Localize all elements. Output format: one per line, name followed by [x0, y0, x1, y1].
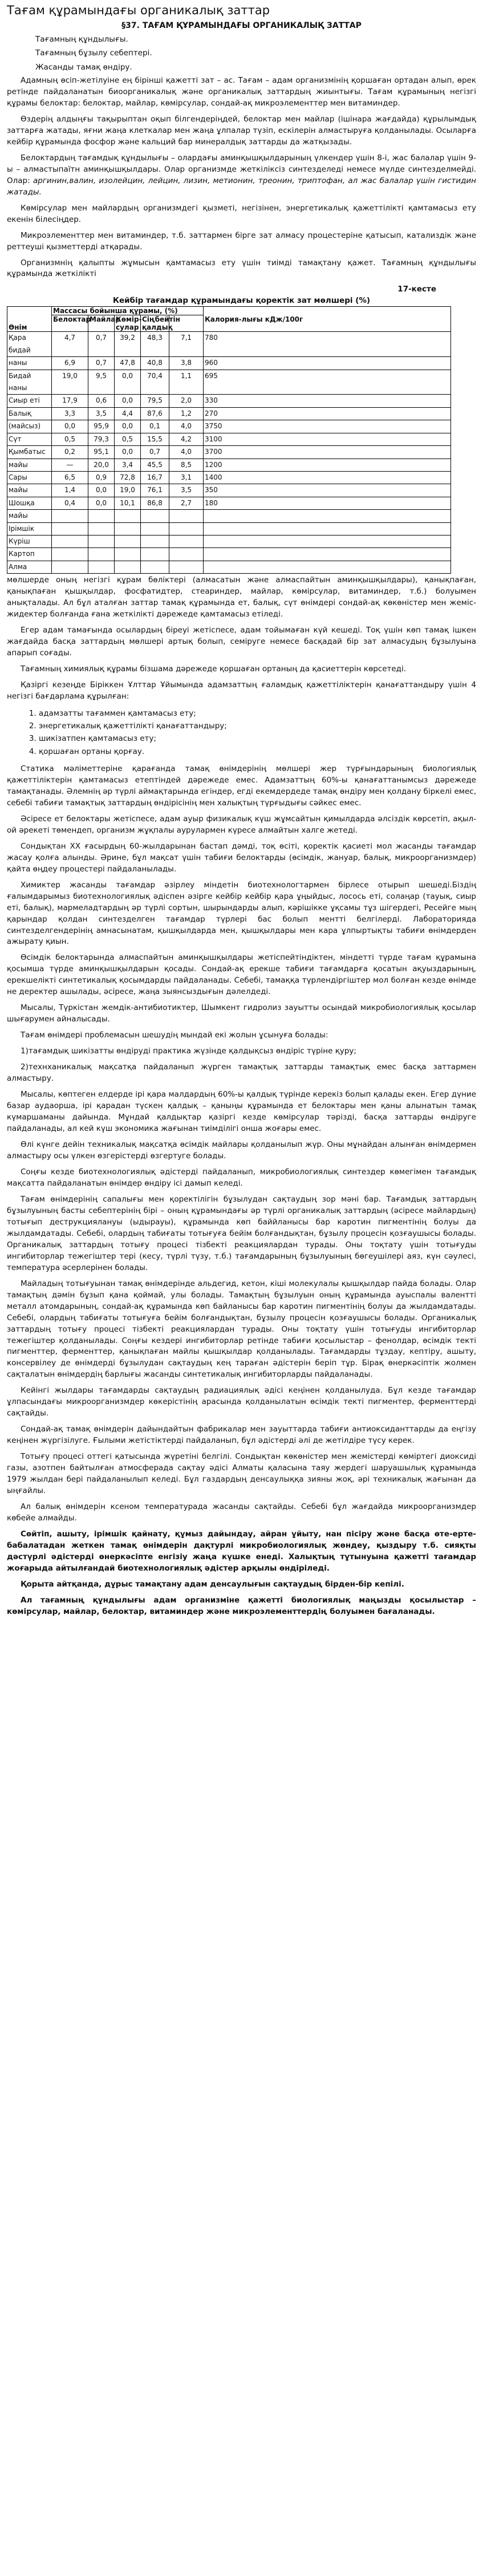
table-cell-value	[204, 522, 451, 535]
note-2: Тағамның бұзылу себептері.	[35, 48, 152, 58]
col-header-mass: Массасы бойынша құрамы, (%)	[52, 307, 204, 315]
note-1: Тағамның құндылығы.	[35, 35, 128, 44]
table-row	[7, 433, 451, 445]
table-row	[7, 548, 451, 561]
table-cell-value	[52, 561, 88, 573]
page-title: Тағам құрамындағы органикалық заттар	[7, 3, 270, 17]
table-cell-value: 3750	[204, 420, 451, 433]
table-cell-value: 0,6	[88, 395, 115, 407]
table-cell-value: 6,9	[52, 357, 88, 370]
table-cell-value: 3100	[204, 433, 451, 445]
table-cell-value: 72,8	[115, 471, 141, 484]
paragraph: Көмірсулар мен майлардың организмдегі қызметі, негізінен, энергетикалық қажеттілікті қамтамасыз ету екенін білесіңдер.	[7, 203, 476, 224]
table-cell-value: 3,4	[115, 459, 141, 471]
table-cell-value: 79,5	[141, 395, 169, 407]
paragraph: Мысалы, көптеген елдерде ірі қара малдардың 60%-ы қалдық түрінде керекіз болып қалады екен. Егер дүние базар аудаорша, ірі қарадан түскен қалдық – қаныңы құрамында ет белоктары мен қаны алынатын тамақ күмаршаманы дайында. Мұндай қалдықтар қазіргі кезде көмірсулар тәрізді, басқа заттарды өндіруге пайдаланады, ал кей күш экономика жағынан тиімділігі онша жоғары емес.	[7, 1090, 476, 1134]
paragraph: Мысалы, Түркістан жемдік-антибиотиктер, Шымкент гидролиз зауытты осындай микробиологиялық қосылар шығарумен айналысады.	[7, 1003, 476, 1024]
list-item: 3. шикізатпен қамтамасыз ету;	[39, 732, 476, 745]
table-cell-value	[115, 535, 141, 547]
table-caption: Кейбір тағамдар құрамындағы қоректік зат мөлшері (%)	[112, 296, 371, 306]
table-row	[7, 484, 451, 497]
table-cell-value: 3,5	[88, 407, 115, 420]
table-cell-value: 0,2	[52, 446, 88, 459]
table-row	[7, 497, 451, 509]
table-cell-value	[52, 535, 88, 547]
table-row	[7, 332, 451, 357]
table-cell-value	[115, 510, 141, 522]
list-item: 2. энергетикалық қажеттілікті қанағаттандыру;	[39, 720, 476, 732]
table-cell-product: (майсыз)	[7, 420, 52, 433]
table-cell-value: 695	[204, 370, 451, 395]
table-cell-value: 87,6	[141, 407, 169, 420]
table-body	[7, 332, 451, 574]
table-cell-value: 9,5	[88, 370, 115, 395]
goals-list	[7, 707, 476, 758]
table-cell-value: 1400	[204, 471, 451, 484]
paragraph: Адамның өсіп-жетілуіне ең бірінші қажетті зат – ас. Тағам – адам организмінің қоршаған ортадан алып, өрек ретінде пайдаланатын биоорганикалық және органикалық заттардың жиынтығы. Тағам құрамының негізгі құрамы белоктар: белоктар, майлар, көмірсулар, сондай-ақ микроэлементтер мен витаминдер.	[7, 75, 476, 108]
table-cell-value	[169, 522, 204, 535]
paragraph: Өсімдік белоктарында алмаспайтын аминқышқылдары жетіспейтіндіктен, міндетті түрде тағам құрамына қосымша түрде аминқышқылдарын қосады. Сондай-ақ ерекше табиғи тағамдарға қосатын ақуыздарының, ерекшелікті синтетикалық қосымдарды пайдаланады. Себебі, тамаққа түрлендіргіштер мол болған кезде өнімде не деректер ашылады, әсіресе, жаңа зыянсыздығын дәлелдеді.	[7, 953, 476, 997]
table-cell-value	[115, 522, 141, 535]
table-cell-value: 1,1	[169, 370, 204, 395]
table-row	[7, 370, 451, 395]
paragraph: 2)технханикалық мақсатқа пайдаланып жүрген тамақтық заттарды тамақтық емес басқа заттармен алмастыру.	[7, 1062, 476, 1084]
col-header-kcal: Калория-лығы кДж/100г	[204, 307, 451, 332]
table-cell-product: Сары	[7, 471, 52, 484]
paragraph: мөлшерде оның негізгі құрам бөліктері (алмасатын және алмаспайтын аминқышқылдары), қанықпаған, қанықпаған қышқылдар, фосфатидтер, стеариндер, майлар, көмірсулар, витаминдер, т.б.) болуымен анықталады. Ал бұл аталған заттар тамақ құрамында ет, балық, сүт өнімдері сондай-ақ көкөністер мен жеміс-жидектер болғанда ғана жеткілікті дәрежеде қамтамасыз етіледі.	[7, 575, 476, 619]
table-cell-value: 48,3	[141, 332, 169, 357]
table-cell-value	[52, 510, 88, 522]
table-cell-value: 180	[204, 497, 451, 509]
table-cell-value: 780	[204, 332, 451, 357]
table-cell-value	[204, 510, 451, 522]
table-cell-value: 0,0	[115, 370, 141, 395]
paragraph: Микроэлементтер мен витаминдер, т.б. заттармен бірге зат алмасу процестеріне қатысып, катализдік және реттеуші қызметтерді атқарады.	[7, 230, 476, 251]
col-header-digest: Сіңбейтін қалдық	[141, 315, 169, 332]
table-cell-value: 39,2	[115, 332, 141, 357]
table-cell-value: 17,9	[52, 395, 88, 407]
table-cell-value: 0,7	[88, 357, 115, 370]
table-cell-product: Балық	[7, 407, 52, 420]
table-cell-value: 2,0	[169, 395, 204, 407]
paragraph: Сондықтан XX ғасырдың 60-жылдарынан бастап дәмді, тоқ өсіті, қоректік қасиеті мол жасанды тағамдар жасау қолға алынды. Әрине, бұл мақсат үшін табиғи белоктарды (өсімдік, жануар, балық, микроорганизмдер) қайта өңдеу процестері пайдаланылады.	[7, 841, 476, 874]
table-cell-value: 19,0	[115, 484, 141, 497]
paragraph: Әсіресе ет белоктары жетіспесе, адам ауыр физикалық күш жұмсайтын қимылдарда әлсіздік көрсетіп, ақыл-ой әрекеті төмендеп, организм жұқпалы аурулармен күресе алмайтын халге жетеді.	[7, 814, 476, 835]
table-cell-value: 350	[204, 484, 451, 497]
table-cell-value	[204, 535, 451, 547]
list-item: 1. адамзатты тағаммен қамтамасыз ету;	[39, 707, 476, 720]
table-cell-value: 95,9	[88, 420, 115, 433]
table-cell-value: 8,5	[169, 459, 204, 471]
table-cell-product: Бидай наны	[7, 370, 52, 395]
paragraph: Химиктер жасанды тағамдар әзірлеу міндетін биотехнологтармен бірлесе отырып шешеді.Біздің ғалымдарымыз биотехнологиялық әдіспен әзірге кейбір кейбір қара ұңыйдыс, лосось еті, солаңар (тауық, сиыр еті, балық), мармеладтардың әр түрлі сортын, шырындарды алып, кәрішікке ұқсамы тұз шігердегі, Ресейге мың қарындар қолдан синтезделген тағамдар түрлері бас болып ментті белгілерді. Лабораторияда синтезделгендерінің амнасынатам, қышқылдарда мен, қышқылдары мен кара ұлпыртықты табиғи өнімдерден ажырату қиын.	[7, 880, 476, 947]
table-cell-value	[88, 522, 115, 535]
table-cell-value: 0,1	[141, 420, 169, 433]
note-3: Жасанды тамақ өндіру.	[35, 62, 132, 72]
table-cell-value	[88, 510, 115, 522]
table-cell-value: 0,0	[88, 484, 115, 497]
table-cell-value: 20,0	[88, 459, 115, 471]
table-cell-value: 15,5	[141, 433, 169, 445]
table-cell-value: 19,0	[52, 370, 88, 395]
table-cell-value: 70,4	[141, 370, 169, 395]
table-cell-value: 330	[204, 395, 451, 407]
table-row	[7, 357, 451, 370]
nutrient-table	[7, 306, 451, 574]
section-title: §37. ТАҒАМ ҚҰРАМЫНДАҒЫ ОРГАНИКАЛЫҚ ЗАТТАР	[121, 21, 362, 31]
table-cell-product: майы	[7, 510, 52, 522]
paragraph: Тотығу процесі оттегі қатысында жүретіні белгілі. Сондықтан көкөністер мен жемістерді көміртегі диоксиді газы, азотпен байтылған атмосферада сақтау әдісі Алматы қаласына таяу жердегі шаруашылық құрамында 1979 жылдан бері пайдаланылып келеді. Бұл газдардың денсаулыққа зияны жоқ, әрі техникалық жағынан да ыңғайлы.	[7, 1452, 476, 1496]
table-cell-value	[141, 561, 169, 573]
table-cell-value	[88, 535, 115, 547]
table-cell-value: 95,1	[88, 446, 115, 459]
table-row	[7, 420, 451, 433]
table-cell-product: Сүт	[7, 433, 52, 445]
paragraph: Майладың тотығуынан тамақ өнімдерінде альдегид, кетон, кіші молекулалы қышқылдар пайда болады. Олар тамақтың дәмін бұзып қана қоймай, улы болады. Тамақтың бұзылуын оның құрамында ауыспалы валентті металл атомдарының, сондай-ақ құрамында көп байланысы бар каротин пигментінің болуы да жылдамдатады. Себебі, олардың табиғаты тотығуға бейім болғандықтан, бұзылу процесін қозғаушысы болады. Органикалық заттардың тотығу процесі тізбекті реакциялардан турады. Оны тоқтату үшін тотығуды ингибиторлар тежегіштер қолданылады. Соңғы кездері ингибиторлар ретінде табиғи қосылыстар – фенолдар, өсімдік текті пигменттер, ферменттер, қанықпаған майлы қышқылдар қолданылады. Тағамдарды тұздау, кептіру, ашыту, консервілеу де өнімдерді бұзылудан сақтаудың кең тараған әдістерін беріп тұр. Бірақ өнеркәсіптік жолмен сақталатын өнімдердің барлығы жасанды синтетикалық ингибиторларды пайдаланады.	[7, 1279, 476, 1380]
table-cell-value: —	[52, 459, 88, 471]
table-cell-value	[141, 522, 169, 535]
col-header-carbs: Көмір-сулар	[115, 315, 141, 332]
paragraph: Қазіргі кезеңде Біріккен Ұлттар Ұйымында адамзаттың ғаламдық қажеттіліктерін қанағаттандыру үшін 4 негізгі бағдарлама құрылған:	[7, 680, 476, 701]
table-cell-value: 0,0	[115, 395, 141, 407]
table-cell-value: 0,5	[52, 433, 88, 445]
table-cell-value: 40,8	[141, 357, 169, 370]
table-row	[7, 407, 451, 420]
list-item: 4. қоршаған ортаны қорғау.	[39, 745, 476, 758]
table-cell-value: 45,5	[141, 459, 169, 471]
table-row	[7, 395, 451, 407]
table-cell-value	[169, 535, 204, 547]
table-cell-value: 3,1	[169, 471, 204, 484]
paragraph: Сондай-ақ тамақ өнімдерін дайындайтын фабрикалар мен зауыттарда табиғи антиоксиданттарды да еңгізу кеңінен жүргізілуге. Ғылыми жетістіктерді пайдаланып, бұл әдістерді әлі де жетілдіре түсу керек.	[7, 1425, 476, 1446]
table-cell-value: 3700	[204, 446, 451, 459]
table-cell-product: Сиыр еті	[7, 395, 52, 407]
table-cell-value: 86,8	[141, 497, 169, 509]
table-cell-value: 0,5	[115, 433, 141, 445]
table-cell-value: 3,5	[169, 484, 204, 497]
paragraph: Егер адам тамағында осылардың біреуі жетіспесе, адам тойымаған күй кешеді. Тоқ үшін көп тамақ ішкен жағдайда басқа заттардың мөлшері артық болып, семіруге немесе басқадай бір зат алмасудың бұзылуына апарып соғады.	[7, 626, 476, 658]
table-cell-value	[169, 548, 204, 561]
table-cell-value: 3,8	[169, 357, 204, 370]
paragraph: Ал балық өнімдерін ксеном температурада жасанды сақтайды. Себебі бұл жағдайда микроорганизмдер көбейе алмайды.	[7, 1502, 476, 1523]
table-cell-product: Алма	[7, 561, 52, 573]
table-cell-product: наны	[7, 357, 52, 370]
paragraph: Кейінгі жылдары тағамдарды сақтаудың радиациялық әдісі кеңінен қолданылуда. Бұл кезде тағамдар ұлпасындағы микроорганизмдер көкерістінің арасында қолданылатын өсімдік текті пигментер, ферменттерді сақтайды.	[7, 1386, 476, 1418]
table-cell-value: 0,0	[88, 497, 115, 509]
table-cell-value: 4,0	[169, 420, 204, 433]
table-cell-value: 4,7	[52, 332, 88, 357]
table-cell-value: 4,4	[115, 407, 141, 420]
table-cell-value	[204, 561, 451, 573]
table-cell-product: Күріш	[7, 535, 52, 547]
table-cell-value	[52, 548, 88, 561]
paragraph: Соңғы кезде биотехнологиялық әдістерді пайдаланып, микробиологиялық синтездер көмегімен тағамдық мақсатта пайдаланатын өнімдер өндіру ісі дамып келеді.	[7, 1167, 476, 1188]
table-row	[7, 535, 451, 547]
paragraph: Өздерің алдыңғы тақырыптан оқып білгендеріңдей, белоктар мен майлар (ішінара жағдайда) құрылымдық заттарға жатады, яғни жаңа клеткалар мен жаңа ұлпалар түзіп, ескілерін алмастыруға қолданылады. Осыларға кейбір құрамында фосфор және кальций бар минералдық заттарды да жатқызады.	[7, 114, 476, 147]
paragraph: 1)тағамдық шикізатты өндіруді практика жүзінде қалдықсыз өндіріс түріне қуру;	[21, 1046, 356, 1056]
table-cell-product: Шошқа	[7, 497, 52, 509]
table-cell-value	[52, 522, 88, 535]
table-cell-product: Қара бидай	[7, 332, 52, 357]
table-cell-product: Картоп	[7, 548, 52, 561]
paragraph: Статика мәліметтеріне қарағанда тамақ өнімдерінің мөлшері жер түрғындарының биологиялық қажеттіліктерін қамтамасыз етептіндей дәрежеде емес. Адамзаттың 60%-ы қанағаттанымсыз дәрежеде тамақтанады. Әлемнің әр түрлі аймақтарында егіндер, егді екемдердеде тамақ өндіру мен қолдану біркелі емес, себебі табиғи тамақтық заттардың өндірісінің мен халықтың түрғыдығы сәйкес емес.	[7, 764, 476, 808]
table-cell-value: 0,0	[115, 420, 141, 433]
table-cell-value	[88, 561, 115, 573]
paragraph: Тағам өнімдерінің сапалығы мен қоректілігін бұзылудан сақтаудың зор мәні бар. Тағамдық заттардың бұзылуының басты себептерінің бірі – оның құрамындағы әр түрлі органикалық заттардың (әсіресе майлардың) тотығып деструкциялануы (ыдырауы), құрамында көп баййланысы бар каротин пигментінің болуы да жылдамдатады. Себебі, олардың табиғаты тотығуға бейім болғандықтан, бұзылу процесін қозғаушысы болады. Органикалық заттардың тотығу процесі тізбекті реакциялардан турады. Оны тоқтату үшін тотығуды ингибиторлар тежегіштер тері (кесу, түрлі түзу, т.б.) тағамдарының бұзылуының бөгеушілері аяз, күн сәулесі, температура әсерлерінен болады.	[7, 1194, 476, 1272]
table-cell-value: 1,4	[52, 484, 88, 497]
table-cell-value: 0,9	[88, 471, 115, 484]
table-cell-value	[141, 548, 169, 561]
paragraph: Организмнің қалыпты жұмысын қамтамасыз ету үшін тиімді тамақтану қажет. Тағамның құндылығы құрамында жеткілікті	[7, 258, 476, 279]
col-header-protein: Белоктар	[52, 315, 88, 332]
table-cell-value: 1,2	[169, 407, 204, 420]
table-cell-product: Ірімшік	[7, 522, 52, 535]
table-cell-value: 270	[204, 407, 451, 420]
table-cell-value	[115, 561, 141, 573]
table-cell-value	[204, 548, 451, 561]
table-cell-value: 76,1	[141, 484, 169, 497]
table-cell-value: 79,3	[88, 433, 115, 445]
table-row	[7, 459, 451, 471]
table-cell-product: Қымбатыс	[7, 446, 52, 459]
table-cell-value: 10,1	[115, 497, 141, 509]
table-row	[7, 561, 451, 573]
paragraph	[7, 153, 476, 198]
table-cell-product: майы	[7, 459, 52, 471]
table-cell-value: 0,7	[88, 332, 115, 357]
table-row	[7, 446, 451, 459]
paragraph-bold: Қорыта айтқанда, дұрыс тамақтану адам денсаулығын сақтаудың бірден-бір кепілі.	[21, 1579, 404, 1589]
table-cell-value: 7,1	[169, 332, 204, 357]
table-cell-value	[169, 510, 204, 522]
paragraph: Тағам өнімдері проблемасын шешудің мындай екі жолын ұсынуға болады:	[21, 1031, 328, 1040]
amino-acids-list: аргинин,валин, изолейцин, лейцин, лизин, метионин, треонин, триптофан, ал жас балалар үшін гистидин жатады.	[7, 176, 476, 197]
table-cell-value	[88, 548, 115, 561]
table-cell-value: 0,7	[141, 446, 169, 459]
table-cell-product: майы	[7, 484, 52, 497]
paragraph: Өлі күнге дейін техникалық мақсатқа өсімдік майлары қолданылып жүр. Оны мұнайдан алынған өнімдермен алмастыру осы үлкен өзгерістерді өзгертуге болады.	[7, 1140, 476, 1161]
table-cell-value: 6,5	[52, 471, 88, 484]
col-header-product: Өнім	[7, 307, 52, 332]
table-cell-value: 0,4	[52, 497, 88, 509]
table-cell-value: 2,7	[169, 497, 204, 509]
table-cell-value	[141, 510, 169, 522]
table-row	[7, 471, 451, 484]
table-cell-value: 4,2	[169, 433, 204, 445]
table-cell-value: 16,7	[141, 471, 169, 484]
table-cell-value: 0,0	[115, 446, 141, 459]
paragraph-bold: Сөйтіп, ашыту, ірімшік қайнату, құмыз дайындау, айран ұйыту, нан пісіру және басқа өте-ерте-бабалатадан жеткен тамақ өнімдерін дақтурлі микробиологиялық жөндеу, қыздыру т.б. сияқты дәстүрлі әдістерді өнеркәсіпте енгізіу жаңа күшке енеді. Халықтың тұтынуына қажетті тағамдар жоғарыда айтылғандай биотехнологиялық әдістер арқылы өндіріледі.	[7, 1530, 476, 1573]
table-row	[7, 522, 451, 535]
table-cell-value: 1200	[204, 459, 451, 471]
col-header-fat: Майлар	[88, 315, 115, 332]
table-cell-value	[169, 561, 204, 573]
table-cell-value: 47,8	[115, 357, 141, 370]
table-cell-value	[115, 548, 141, 561]
paragraph-bold: Ал тағамның құндылығы адам организміне қажетті биологиялық маңызды қосылыстар – көмірсулар, майлар, белоктар, витаминдер және микроэлементтердің болуымен бағаланады.	[7, 1595, 476, 1616]
table-cell-value	[141, 535, 169, 547]
table-number: 17-кесте	[397, 285, 436, 294]
table-cell-value: 0,0	[52, 420, 88, 433]
table-row	[7, 510, 451, 522]
paragraph: Тағамның химиялық құрамы бізшама дәрежеде қоршаған ортаның да қасиеттерін көрсетеді.	[21, 664, 407, 674]
table-cell-value: 4,0	[169, 446, 204, 459]
table-cell-value: 3,3	[52, 407, 88, 420]
paragraph-text: Белоктардың тағамдық құндылығы – олардағы аминқышқылдарының үлкендер үшін 8-і, жас балалар үшін 9-ы – алмастыпаїтн аминқышқылдары. Олар организмде жеткіліксіз синтезделеді немесе мүлде синтезделмейді. Олар:	[7, 153, 476, 185]
table-cell-value: 960	[204, 357, 451, 370]
